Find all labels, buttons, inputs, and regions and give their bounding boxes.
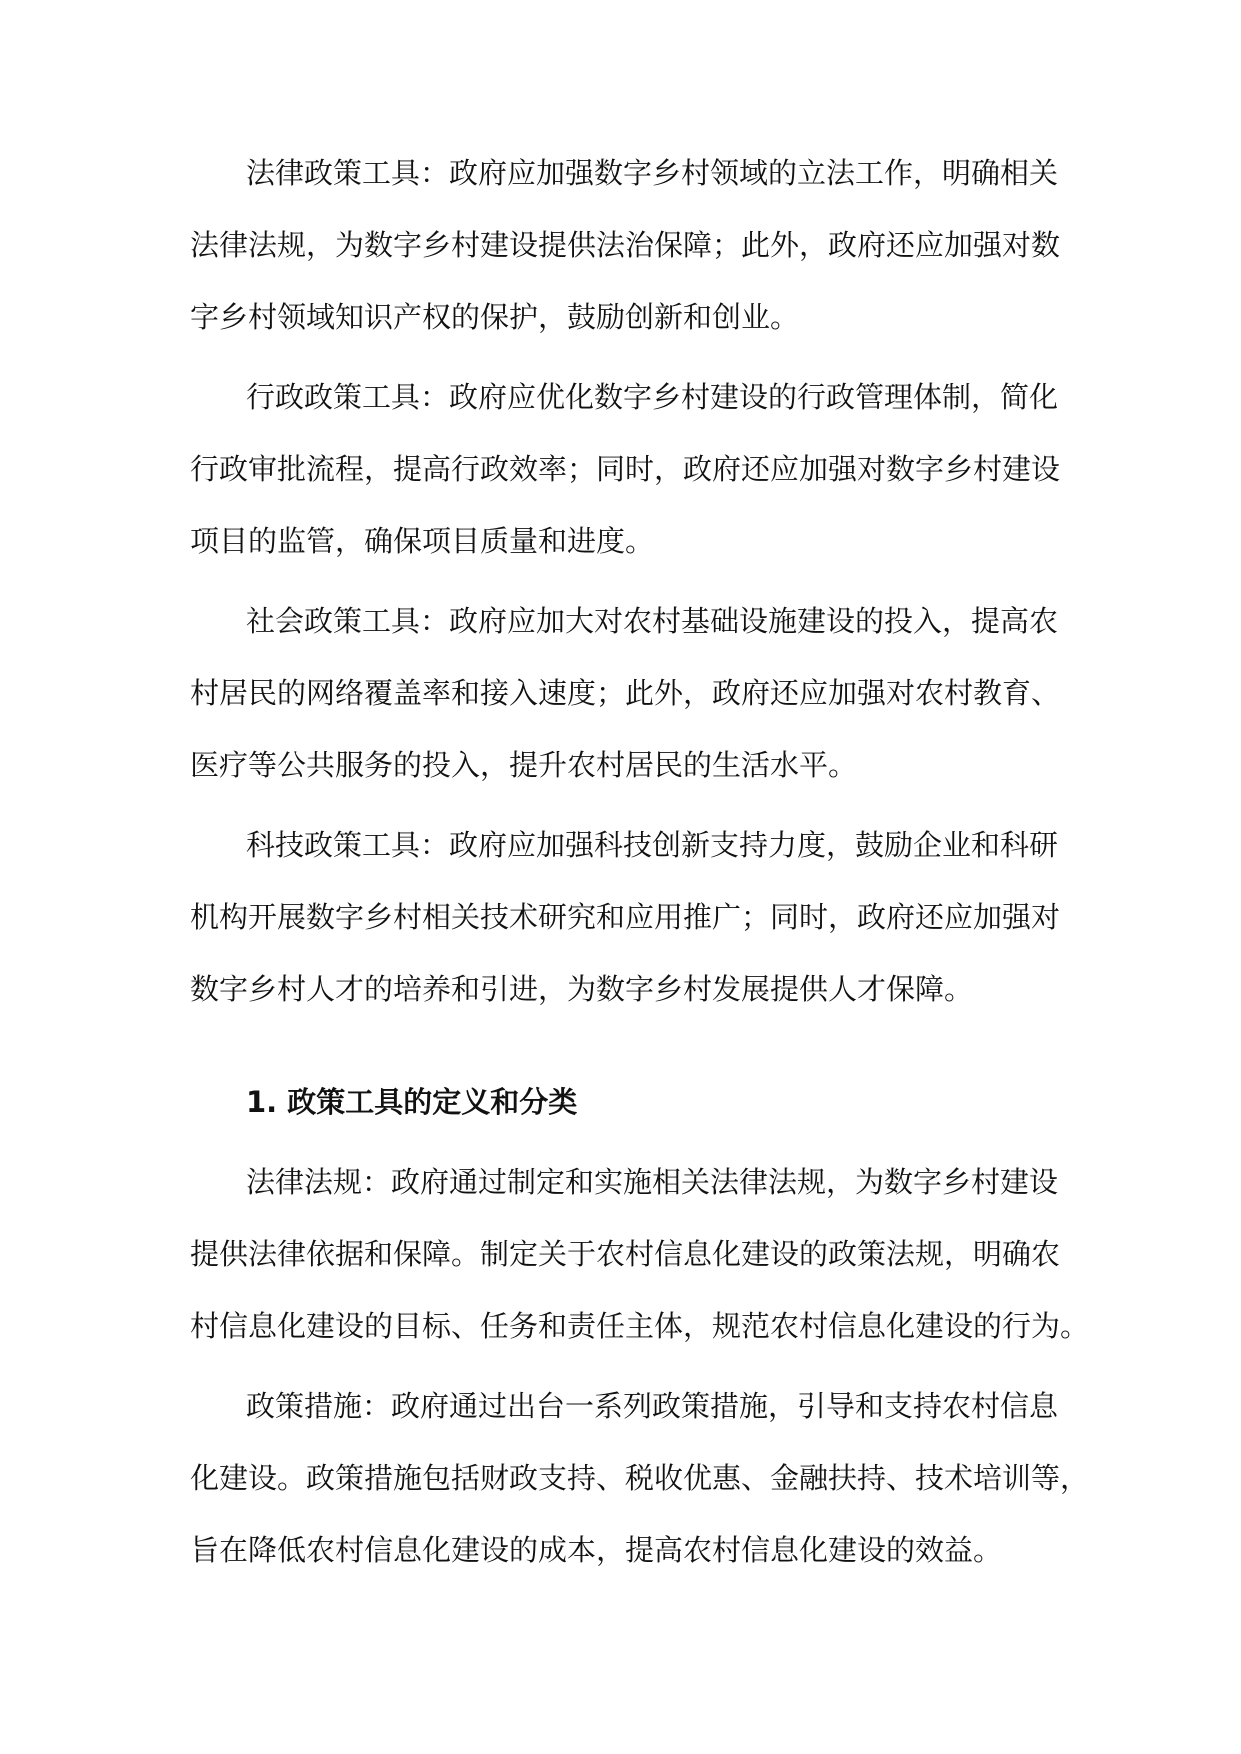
paragraph-4-line-3: 数字乡村人才的培养和引进，为数字乡村发展提供人才保障。 bbox=[190, 972, 974, 1006]
paragraph-2-line-1: 行政政策工具：政府应优化数字乡村建设的行政管理体制，简化 bbox=[246, 380, 1059, 414]
section-heading: 1. 政策工具的定义和分类 bbox=[246, 1085, 578, 1119]
section-paragraph-1-line-2: 提供法律依据和保障。制定关于农村信息化建设的政策法规，明确农 bbox=[190, 1237, 1061, 1271]
section-paragraph-1-line-3: 村信息化建设的目标、任务和责任主体，规范农村信息化建设的行为。 bbox=[190, 1309, 1090, 1343]
section-paragraph-2-line-2: 化建设。政策措施包括财政支持、税收优惠、金融扶持、技术培训等， bbox=[190, 1461, 1090, 1495]
paragraph-1-line-3: 字乡村领域知识产权的保护，鼓励创新和创业。 bbox=[190, 300, 800, 334]
paragraph-1-line-1: 法律政策工具：政府应加强数字乡村领域的立法工作，明确相关 bbox=[246, 156, 1059, 190]
paragraph-3-line-2: 村居民的网络覆盖率和接入速度；此外，政府还应加强对农村教育、 bbox=[190, 676, 1061, 710]
section-paragraph-2-line-3: 旨在降低农村信息化建设的成本，提高农村信息化建设的效益。 bbox=[190, 1533, 1003, 1567]
paragraph-1-line-2: 法律法规，为数字乡村建设提供法治保障；此外，政府还应加强对数 bbox=[190, 228, 1061, 262]
paragraph-3-line-3: 医疗等公共服务的投入，提升农村居民的生活水平。 bbox=[190, 748, 858, 782]
paragraph-2-line-2: 行政审批流程，提高行政效率；同时，政府还应加强对数字乡村建设 bbox=[190, 452, 1061, 486]
paragraph-3-line-1: 社会政策工具：政府应加大对农村基础设施建设的投入，提高农 bbox=[246, 604, 1059, 638]
paragraph-4-line-1: 科技政策工具：政府应加强科技创新支持力度，鼓励企业和科研 bbox=[246, 828, 1059, 862]
section-paragraph-1-line-1: 法律法规：政府通过制定和实施相关法律法规，为数字乡村建设 bbox=[246, 1165, 1059, 1199]
section-paragraph-2-line-1: 政策措施：政府通过出台一系列政策措施，引导和支持农村信息 bbox=[246, 1389, 1059, 1423]
paragraph-4-line-2: 机构开展数字乡村相关技术研究和应用推广；同时，政府还应加强对 bbox=[190, 900, 1061, 934]
paragraph-2-line-3: 项目的监管，确保项目质量和进度。 bbox=[190, 524, 655, 558]
